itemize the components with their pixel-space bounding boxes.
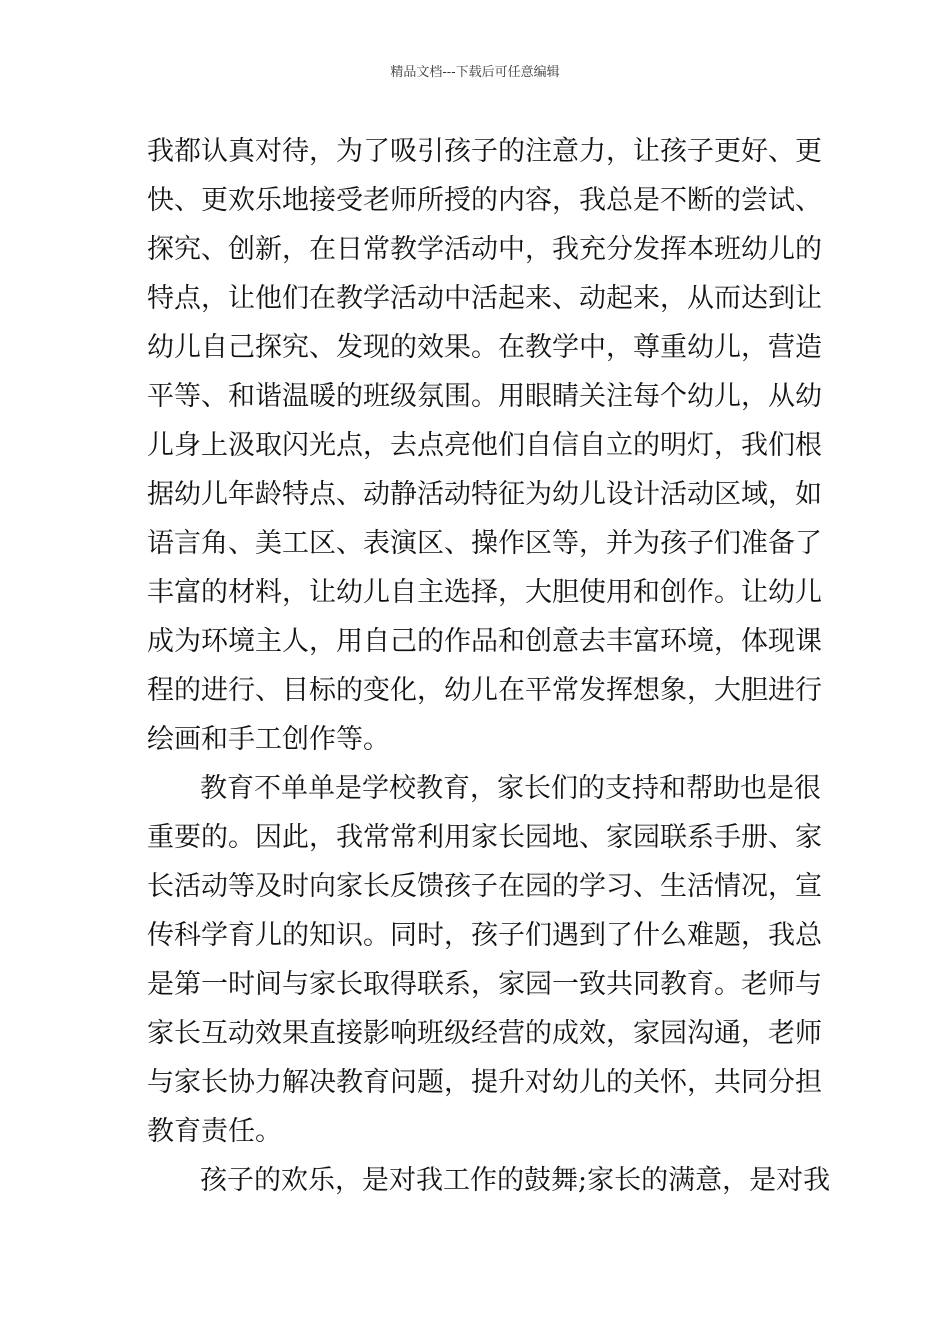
text-line: 平等、和谐温暖的班级氛围。用眼睛关注每个幼儿，从幼 (147, 381, 822, 412)
text-line: 是第一时间与家长取得联系，家园一致共同教育。老师与 (147, 969, 822, 1000)
paragraph-1 (147, 127, 822, 764)
text-line: 家长互动效果直接影响班级经营的成效，家园沟通，老师 (147, 1018, 822, 1049)
text-line: 教育不单单是学校教育，家长们的支持和帮助也是很 (200, 773, 821, 804)
text-line: 与家长协力解决教育问题，提升对幼儿的关怀，共同分担 (147, 1067, 822, 1098)
text-line: 探究、创新，在日常教学活动中，我充分发挥本班幼儿的 (147, 234, 822, 265)
text-line: 据幼儿年龄特点、动静活动特征为幼儿设计活动区域，如 (147, 479, 822, 510)
text-line: 快、更欢乐地接受老师所授的内容，我总是不断的尝试、 (147, 185, 822, 216)
text-line: 语言角、美工区、表演区、操作区等，并为孩子们准备了 (147, 528, 822, 559)
text-line: 长活动等及时向家长反馈孩子在园的学习、生活情况，宣 (147, 871, 822, 902)
text-line: 重要的。因此，我常常利用家长园地、家园联系手册、家 (147, 822, 822, 853)
paragraph-2 (147, 764, 822, 1156)
page-header: 精品文档---下载后可任意编辑 (390, 65, 560, 80)
text-line: 绘画和手工创作等。 (147, 724, 390, 755)
text-line: 丰富的材料，让幼儿自主选择，大胆使用和创作。让幼儿 (147, 577, 822, 608)
paragraph-3 (147, 1156, 831, 1205)
text-line: 传科学育儿的知识。同时，孩子们遇到了什么难题，我总 (147, 920, 822, 951)
text-line: 程的进行、目标的变化，幼儿在平常发挥想象，大胆进行 (147, 675, 822, 706)
text-line: 特点，让他们在教学活动中活起来、动起来，从而达到让 (147, 283, 822, 314)
text-line: 教育责任。 (147, 1116, 282, 1147)
text-line: 幼儿自己探究、发现的效果。在教学中，尊重幼儿，营造 (147, 332, 822, 363)
text-line: 我都认真对待，为了吸引孩子的注意力，让孩子更好、更 (147, 136, 822, 167)
text-line: 儿身上汲取闪光点，去点亮他们自信自立的明灯，我们根 (147, 430, 822, 461)
text-line: 孩子的欢乐，是对我工作的鼓舞;家长的满意，是对我 (200, 1165, 831, 1196)
document-body (147, 127, 831, 1205)
text-line: 成为环境主人，用自己的作品和创意去丰富环境，体现课 (147, 626, 822, 657)
